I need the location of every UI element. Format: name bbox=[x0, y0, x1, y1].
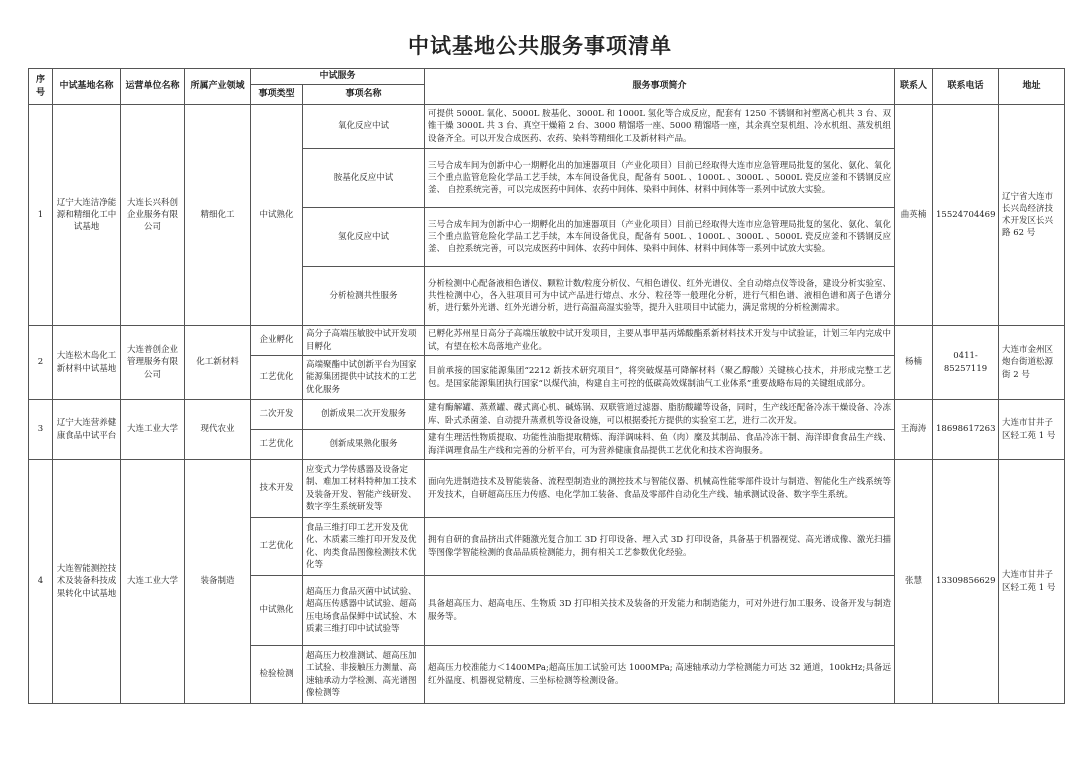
cell-industry: 化工新材料 bbox=[185, 326, 251, 400]
service-table bbox=[28, 68, 1065, 704]
cell-service-name: 食品三维打印工艺开发及优化、木质素三维打印开发及优化、肉类食品图像检测技术优化等 bbox=[303, 518, 425, 576]
header-phone: 联系电话 bbox=[933, 69, 999, 105]
cell-service-name: 创新成果熟化服务 bbox=[303, 430, 425, 460]
header-operator: 运营单位名称 bbox=[121, 69, 185, 105]
cell-service-name: 胺基化反应中试 bbox=[303, 149, 425, 208]
cell-address: 大连市金州区炮台街道松源街 2 号 bbox=[999, 326, 1065, 400]
cell-service-type: 中试熟化 bbox=[251, 576, 303, 646]
cell-seq: 4 bbox=[29, 460, 53, 704]
cell-base-name: 大连智能测控技术及装备科技成果转化中试基地 bbox=[53, 460, 121, 704]
header-base-name: 中试基地名称 bbox=[53, 69, 121, 105]
cell-contact: 王海涛 bbox=[895, 400, 933, 460]
cell-base-name: 大连松木岛化工新材料中试基地 bbox=[53, 326, 121, 400]
page-title: 中试基地公共服务事项清单 bbox=[408, 34, 672, 58]
cell-intro: 超高压力校准能力＜1400MPa;超高压加工试验可达 1000MPa; 高速轴承动力学检测能力可达 32 通道，100kHz;具备远红外温度、机器视觉精度、三坐标检测等检测设备。 bbox=[425, 646, 895, 704]
table-row bbox=[29, 460, 1065, 518]
cell-intro: 三号合成车间为创新中心一期孵化出的加速器项目（产业化项目）目前已经取得大连市应急管理局批复的氢化、氨化、氧化三个重点监管危险化学品工艺手续，本车间设备优良，配备有 500L 、1000L 、3000L 、5000L 瓷反应釜和不锈钢反应釜、 自控系统完善，可以完成医药中间体、农药中间体、染料中间体、材料中间体等一系列中试放大实验。 bbox=[425, 149, 895, 208]
cell-operator: 大连工业大学 bbox=[121, 400, 185, 460]
header-contact: 联系人 bbox=[895, 69, 933, 105]
cell-intro: 三号合成车间为创新中心一期孵化出的加速器项目（产业化项目）目前已经取得大连市应急管理局批复的氢化、氨化、氧化三个重点监管危险化学品工艺手续，本车间设备优良，配备有 500L 、1000L 、3000L 、5000L 瓷反应釜和不锈钢反应釜、 自控系统完善，可以完成医药中间体、农药中间体、染料中间体、材料中间体等一系列中试放大实验。 bbox=[425, 208, 895, 267]
cell-address: 大连市甘井子区轻工苑 1 号 bbox=[999, 460, 1065, 704]
cell-operator: 大连普创企业管理服务有限公司 bbox=[121, 326, 185, 400]
header-intro: 服务事项简介 bbox=[425, 69, 895, 105]
cell-seq: 1 bbox=[29, 105, 53, 326]
cell-intro: 分析检测中心配备液相色谱仪、颗粒计数/粒度分析仪、气相色谱仪、红外光谱仪、全自动熔点仪等设备，建设分析实验室、共性检测中心，各入驻项目可为中试产品进行熔点、水分、粒径等一般理化分析，进行气相色谱、液相色谱和离子色谱分析，进行紫外光谱、红外光谱分析，进行高温高湿实验等，提升入驻项目中试能力，满足常规的分析检测需求。 bbox=[425, 267, 895, 326]
cell-phone: 15524704469 bbox=[933, 105, 999, 326]
cell-service-type: 中试熟化 bbox=[251, 105, 303, 326]
cell-industry: 精细化工 bbox=[185, 105, 251, 326]
cell-service-type: 工艺优化 bbox=[251, 430, 303, 460]
cell-operator: 大连长兴科创企业服务有限公司 bbox=[121, 105, 185, 326]
cell-contact: 张慧 bbox=[895, 460, 933, 704]
cell-service-type: 企业孵化 bbox=[251, 326, 303, 356]
cell-service-name: 应变式力学传感器及设备定制、难加工材料特种加工技术及装备开发、智能产线研发、数字孪生系统研发等 bbox=[303, 460, 425, 518]
cell-industry: 现代农业 bbox=[185, 400, 251, 460]
cell-service-name: 氢化反应中试 bbox=[303, 208, 425, 267]
header-seq: 序号 bbox=[29, 69, 53, 105]
cell-intro: 建有酶解罐、蒸煮罐、碟式离心机、碱炼锅、双联管道过滤器、脂肪酸罐等设备，同时，生产线还配备冷冻干燥设备、冷冻库、卧式杀菌釜、自动提升蒸煮机等设备设施，可以根据委托方提供的实验室工艺，进行二次开发。 bbox=[425, 400, 895, 430]
cell-intro: 可提供 5000L 氧化、5000L 胺基化、3000L 和 1000L 氢化等合成反应，配套有 1250 不锈钢和衬塑离心机共 3 台、双锥干燥 3000L 共 3 台、真空干燥箱 2 台、3000 精馏塔一座、5000 精馏塔一座，其余真空泵机组、冷水机组、蒸发机组设备齐全。可以开发合成医药、农药、染料等精细化工及新材料产品。 bbox=[425, 105, 895, 149]
cell-address: 大连市甘井子区轻工苑 1 号 bbox=[999, 400, 1065, 460]
cell-service-name: 高端聚酯中试创新平台为国家能源集团提供中试技术的工艺优化服务 bbox=[303, 356, 425, 400]
cell-intro: 面向先进制造技术及智能装备、流程型制造业的测控技术与智能仪器、机械高性能零部件设计与制造、智能化生产线系统等开发技术，自研超高压压力传感、电化学加工装备、食品及零部件自动化生产线、轴承测试设备、数字孪生系统。 bbox=[425, 460, 895, 518]
table-row bbox=[29, 400, 1065, 430]
cell-phone: 0411-85257119 bbox=[933, 326, 999, 400]
cell-service-type: 工艺优化 bbox=[251, 356, 303, 400]
cell-service-name: 氧化反应中试 bbox=[303, 105, 425, 149]
cell-phone: 18698617263 bbox=[933, 400, 999, 460]
cell-service-type: 检验检测 bbox=[251, 646, 303, 704]
cell-service-type: 技术开发 bbox=[251, 460, 303, 518]
cell-intro: 拥有自研的食品挤出式伴随激光复合加工 3D 打印设备、埋入式 3D 打印设备，具备基于机器视觉、高光谱成像、激光扫描等图像学智能检测的食品品质检测能力，拥有相关工艺参数优化经验。 bbox=[425, 518, 895, 576]
table-row bbox=[29, 326, 1065, 356]
cell-base-name: 辽宁大连洁净能源和精细化工中试基地 bbox=[53, 105, 121, 326]
cell-operator: 大连工业大学 bbox=[121, 460, 185, 704]
cell-seq: 2 bbox=[29, 326, 53, 400]
cell-service-name: 创新成果二次开发服务 bbox=[303, 400, 425, 430]
table-row bbox=[29, 105, 1065, 149]
cell-base-name: 辽宁大连营养健康食品中试平台 bbox=[53, 400, 121, 460]
cell-service-name: 超高压力食品灭菌中试试验、超高压传感器中试试验、超高压电场食品保鲜中试试验、木质素三维打印中试试验等 bbox=[303, 576, 425, 646]
cell-service-name: 高分子高端压敏胶中试开发项目孵化 bbox=[303, 326, 425, 356]
header-service-group: 中试服务 bbox=[251, 69, 425, 85]
header-address: 地址 bbox=[999, 69, 1065, 105]
cell-service-type: 工艺优化 bbox=[251, 518, 303, 576]
cell-intro: 具备超高压力、超高电压、生物质 3D 打印相关技术及装备的开发能力和制造能力，可对外进行加工服务、设备开发与制造服务等。 bbox=[425, 576, 895, 646]
cell-service-type: 二次开发 bbox=[251, 400, 303, 430]
cell-contact: 杨楠 bbox=[895, 326, 933, 400]
cell-service-name: 分析检测共性服务 bbox=[303, 267, 425, 326]
cell-intro: 目前承接的国家能源集团“2212 新技术研究项目”，将突破煤基可降解材料（聚乙醇酸）关键核心技术，并形成完整工艺包。是国家能源集团执行国家“以煤代油，构建自主可控的低碳高效煤制油气工业体系”重要战略布局的关键组成部分。 bbox=[425, 356, 895, 400]
cell-industry: 装备制造 bbox=[185, 460, 251, 704]
cell-address: 辽宁省大连市长兴岛经济技术开发区长兴路 62 号 bbox=[999, 105, 1065, 326]
cell-phone: 13309856629 bbox=[933, 460, 999, 704]
cell-intro: 已孵化苏州星日高分子高端压敏胶中试开发项目，主要从事甲基丙烯酸酯系新材料技术开发与中试验证，计划三年内完成中试，有望在松木岛落地产业化。 bbox=[425, 326, 895, 356]
cell-seq: 3 bbox=[29, 400, 53, 460]
cell-intro: 建有生理活性物质提取、功能性油脂提取精炼、海洋调味料、鱼（肉）糜及其制品、食品冷冻干制、海洋即食食品生产线、海洋调理食品生产线和完善的分析平台，可为营养健康食品提供工艺优化和技术咨询服务。 bbox=[425, 430, 895, 460]
header-service-name: 事项名称 bbox=[303, 85, 425, 105]
cell-service-name: 超高压力校准测试、超高压加工试验、非接触压力测量、高速轴承动力学检测、高光谱图像检测等 bbox=[303, 646, 425, 704]
header-service-type: 事项类型 bbox=[251, 85, 303, 105]
cell-contact: 曲英楠 bbox=[895, 105, 933, 326]
header-industry: 所属产业领域 bbox=[185, 69, 251, 105]
